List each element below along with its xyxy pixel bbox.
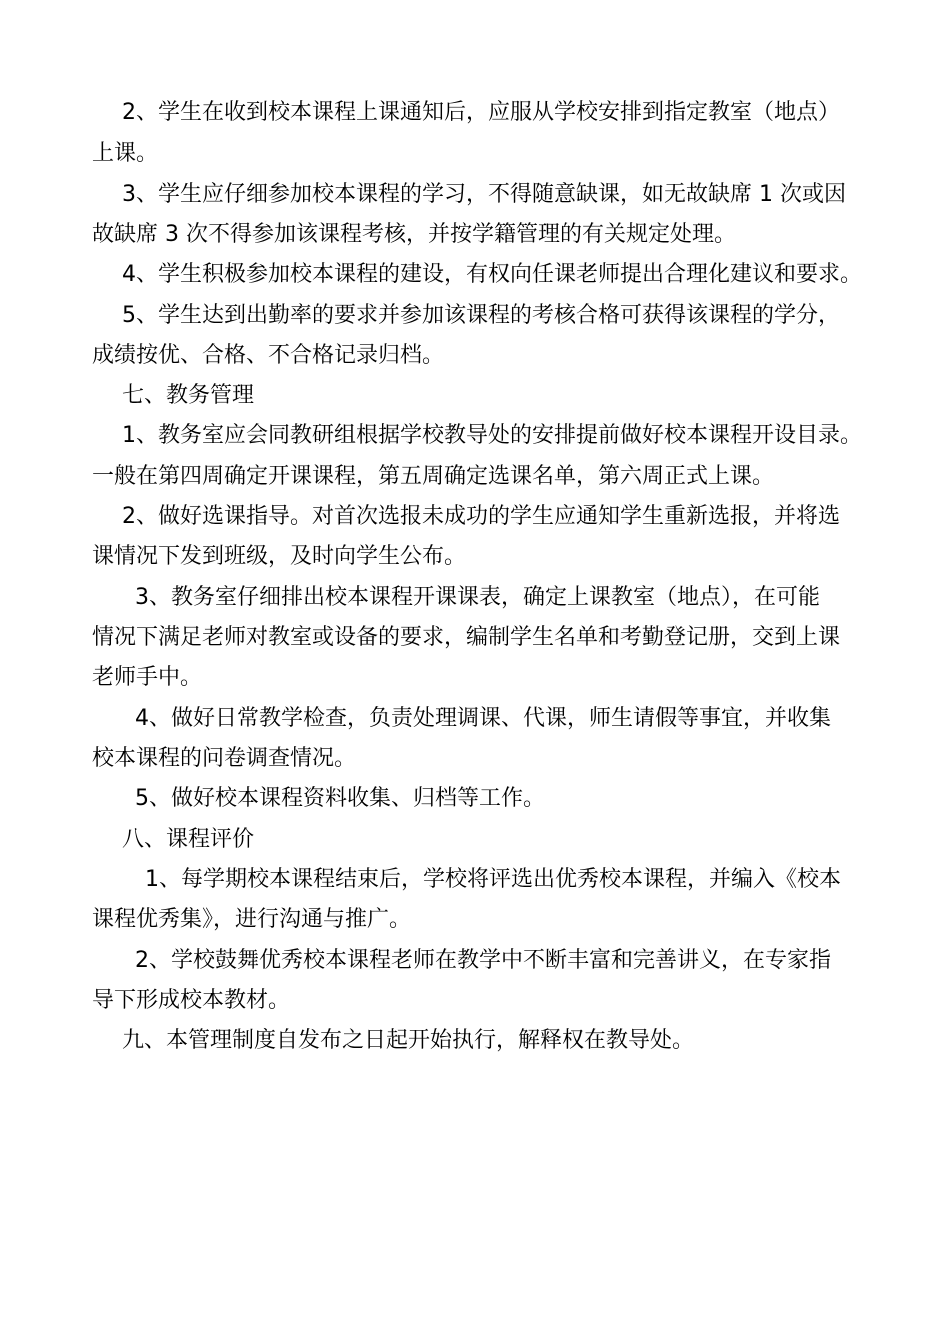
text-line: 2、学生在收到校本课程上课通知后，应服从学校安排到指定教室（地点） — [122, 100, 840, 125]
text-line: 1、教务室应会同教研组根据学校教导处的安排提前做好校本课程开设目录。 — [122, 423, 862, 448]
text-line: 4、学生积极参加校本课程的建设，有权向任课老师提出合理化建议和要求。 — [122, 262, 862, 287]
text-line: 5、学生达到出勤率的要求并参加该课程的考核合格可获得该课程的学分， — [122, 303, 840, 328]
text-line: 成绩按优、合格、不合格记录归档。 — [92, 343, 445, 368]
text-line: 2、学校鼓舞优秀校本课程老师在教学中不断丰富和完善讲义，在专家指 — [135, 948, 831, 973]
text-line: 3、教务室仔细排出校本课程开课课表，确定上课教室（地点），在可能 — [135, 585, 820, 610]
text-line: 课程优秀集》，进行沟通与推广。 — [92, 907, 412, 932]
text-line: 老师手中。 — [92, 665, 203, 690]
text-line: 校本课程的问卷调查情况。 — [92, 746, 357, 771]
text-line: 4、做好日常教学检查，负责处理调课、代课，师生请假等事宜，并收集 — [135, 706, 831, 731]
text-line: 1、每学期校本课程结束后，学校将评选出优秀校本课程，并编入《校本 — [145, 867, 841, 892]
section-heading: 八、课程评价 — [122, 827, 255, 852]
text-line: 课情况下发到班级，及时向学生公布。 — [92, 544, 467, 569]
text-line: 上课。 — [92, 141, 159, 166]
text-line: 5、做好校本课程资料收集、归档等工作。 — [135, 786, 545, 811]
text-line: 情况下满足老师对教室或设备的要求，编制学生名单和考勤登记册，交到上课 — [92, 625, 841, 650]
section-heading: 九、本管理制度自发布之日起开始执行，解释权在教导处。 — [122, 1028, 695, 1053]
text-line: 导下形成校本教材。 — [92, 988, 291, 1013]
section-heading: 七、教务管理 — [122, 383, 255, 408]
text-line: 3、学生应仔细参加校本课程的学习，不得随意缺课，如无故缺席 1 次或因 — [122, 182, 846, 207]
text-line: 一般在第四周确定开课课程，第五周确定选课名单，第六周正式上课。 — [92, 464, 775, 489]
text-line: 故缺席 3 次不得参加该课程考核，并按学籍管理的有关规定处理。 — [92, 222, 736, 247]
text-line: 2、做好选课指导。对首次选报未成功的学生应通知学生重新选报，并将选 — [122, 504, 840, 529]
